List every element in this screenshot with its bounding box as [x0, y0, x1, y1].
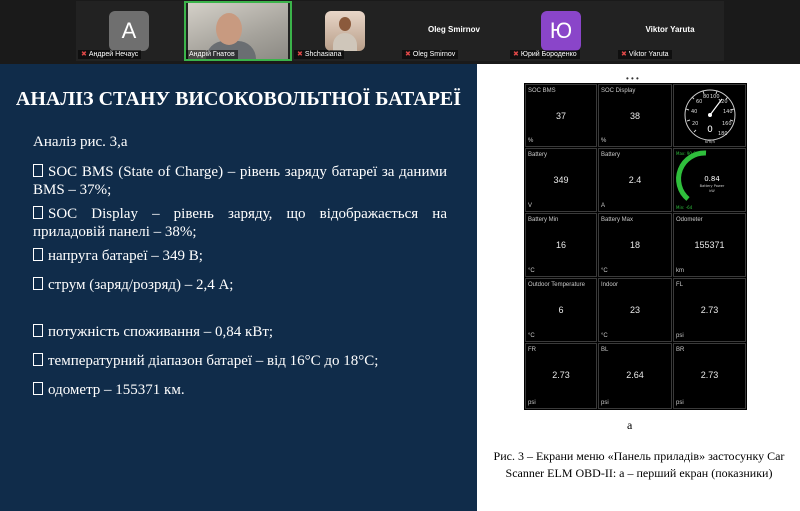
speed-gauge [673, 84, 746, 147]
bullet-text: напруга батареї – 349 В; [48, 248, 203, 264]
power-unit: kW [709, 189, 715, 193]
mic-muted-icon: ✖ [621, 51, 627, 58]
participant-name [510, 50, 580, 59]
cell-value: 18 [629, 240, 640, 250]
cell-unit: % [601, 138, 607, 144]
cell-value: 2.73 [700, 370, 719, 380]
power-value: 0.84 [704, 175, 720, 183]
cell-unit: °C [601, 333, 608, 339]
cell-value: 2.73 [700, 305, 719, 315]
participant-header-name: Viktor Yaruta [645, 25, 695, 34]
cell-unit: °C [528, 268, 535, 274]
cell-unit: A [601, 203, 606, 209]
participant-tile-andrei-nechaus[interactable] [76, 1, 184, 61]
speed-tick-label: 140 [723, 109, 733, 115]
bullet-item [33, 381, 447, 399]
participant-name [618, 50, 672, 59]
cell-unit: psi [676, 400, 684, 406]
participant-tile-andrii-hnatov[interactable] [184, 1, 292, 61]
bullet-text: струм (заряд/розряд) – 2,4 А; [48, 277, 234, 293]
cell-unit: km [676, 268, 684, 274]
participant-name [294, 50, 344, 59]
bullet-box-icon [33, 206, 43, 219]
cell-value: 2.64 [626, 370, 644, 380]
speed-tick-label: 20 [692, 121, 699, 127]
mic-muted-icon: ✖ [297, 51, 303, 58]
cell-unit: V [528, 203, 533, 209]
participant-name-text: Андрей Нечаус [88, 51, 139, 58]
cell-label: Battery Min [528, 217, 559, 223]
cell-value: 349 [553, 175, 569, 185]
participant-name-text: Oleg Smirnov [412, 51, 456, 58]
cell-label: FR [528, 347, 536, 353]
dashboard-cell-battery-max [598, 213, 672, 277]
bullet-item [33, 276, 447, 294]
figure-caption: Рис. 3 – Екрани меню «Панель приладів» застосунку Car Scanner ELM OBD-II: а – перший екран (показники) [493, 449, 785, 480]
dashboard-cell-odometer [673, 213, 746, 277]
participant-name [402, 50, 458, 59]
cell-unit: °C [528, 333, 535, 339]
participant-tile-shchasiana[interactable] [292, 1, 400, 61]
bullet-text: одометр – 155371 км. [48, 382, 185, 398]
dashboard-cell-indoor-temperature [598, 278, 672, 342]
speed-tick-label: 80 [703, 94, 710, 100]
participant-tile-viktor-yaruta[interactable] [616, 1, 724, 61]
bullet-box-icon [33, 164, 43, 177]
participant-name-text: Shchasiana [304, 51, 342, 58]
bullet-box-icon [33, 382, 43, 395]
cell-unit: psi [601, 400, 609, 406]
bullet-text: SOC BMS (State of Charge) – рівень заряду батареї за даними BMS – 37%; [33, 164, 447, 198]
cell-label: Battery Max [601, 217, 634, 223]
bullet-box-icon [33, 277, 43, 290]
participant-avatar: А [109, 11, 149, 51]
participant-name-text: Viktor Yaruta [628, 51, 669, 58]
participant-avatar [325, 11, 365, 51]
phone-status-dots: • • • [626, 74, 639, 83]
bullet-item [33, 247, 447, 265]
dashboard-cell-outdoor-temperature [525, 278, 597, 342]
cell-label: SOC Display [601, 88, 636, 94]
cell-label: Indoor [601, 282, 619, 288]
participant-tile-yurii-borodenko[interactable] [508, 1, 616, 61]
cell-unit: psi [676, 333, 684, 339]
bullet-box-icon [33, 353, 43, 366]
speed-tick-label: 120 [718, 99, 728, 105]
mic-muted-icon: ✖ [513, 51, 519, 58]
dashboard-cell-battery-voltage [525, 148, 597, 212]
speed-tick-label: 60 [696, 99, 703, 105]
slide-subtitle: Аналіз рис. 3,а [33, 134, 128, 150]
cell-value: 23 [629, 305, 640, 315]
cell-value: 155371 [694, 240, 725, 250]
dashboard-cell-soc-bms [525, 84, 597, 147]
bullet-box-icon [33, 324, 43, 337]
cell-label: BR [676, 347, 685, 353]
cell-label: Odometer [676, 217, 703, 223]
dashboard-cell-tire-fr [525, 343, 597, 409]
power-label: Battery Power [699, 184, 725, 188]
speed-tick-label: 40 [691, 109, 698, 115]
figure-panel-letter: а [627, 418, 633, 432]
bullet-item [33, 163, 447, 199]
cell-value: 6 [558, 305, 564, 315]
speed-value: 0 [707, 125, 713, 135]
bullet-text: потужність споживання – 0,84 кВт; [48, 324, 274, 340]
cell-label: FL [676, 282, 684, 288]
cell-label: Outdoor Temperature [528, 282, 585, 288]
participant-name [186, 50, 238, 59]
speed-unit: km/h [704, 139, 716, 144]
participant-header-name: Oleg Smirnov [427, 25, 480, 34]
battery-power-dial [674, 149, 745, 211]
cell-value: 38 [629, 111, 640, 121]
speed-tick-label: 180 [718, 131, 728, 137]
mic-muted-icon: ✖ [405, 51, 411, 58]
battery-power-gauge [673, 148, 746, 212]
bullet-text: температурний діапазон батареї – від 16°C до 18°C; [48, 353, 379, 369]
speed-gauge-dial [674, 85, 745, 146]
cell-label: Battery [601, 152, 621, 158]
bullet-item [33, 352, 447, 370]
bullet-item [33, 205, 447, 241]
speed-tick-label: 160 [722, 121, 732, 127]
slide-title: АНАЛІЗ СТАНУ ВИСОКОВОЛЬТНОЇ БАТАРЕЇ [15, 88, 462, 110]
cell-value: 2.4 [628, 175, 642, 185]
participant-name [78, 50, 141, 59]
power-min-label: Min: -64 [676, 205, 693, 210]
cell-unit: psi [528, 400, 536, 406]
dashboard-cell-tire-br [673, 343, 746, 409]
dashboard-cell-soc-display [598, 84, 672, 147]
cell-value: 16 [555, 240, 566, 250]
participant-name-text: Юрий Бороденко [520, 51, 577, 58]
dashboard-cell-battery-current [598, 148, 672, 212]
cell-unit: % [528, 138, 534, 144]
dashboard-cell-battery-min [525, 213, 597, 277]
phone-dashboard-screenshot [524, 83, 747, 410]
cell-value: 2.73 [552, 370, 570, 380]
bullet-item [33, 323, 447, 341]
bullet-box-icon [33, 248, 43, 261]
cell-label: BL [601, 347, 609, 353]
mic-muted-icon: ✖ [81, 51, 87, 58]
participant-avatar: Ю [541, 11, 581, 51]
participant-strip [0, 0, 800, 62]
participant-name-text: Андрій Гнатов [189, 51, 235, 58]
power-max-label: Max: 90.6 [676, 151, 696, 156]
cell-unit: °C [601, 268, 608, 274]
cell-label: Battery [528, 152, 548, 158]
dashboard-cell-tire-fl [673, 278, 746, 342]
bullet-text: SOC Display – рівень заряду, що відображається на приладовій панелі – 38%; [33, 206, 447, 240]
cell-value: 37 [555, 111, 566, 121]
dashboard-cell-tire-bl [598, 343, 672, 409]
cell-label: SOC BMS [528, 88, 556, 94]
speed-tick-label: 100 [710, 94, 720, 100]
participant-tile-oleg-smirnov[interactable] [400, 1, 508, 61]
